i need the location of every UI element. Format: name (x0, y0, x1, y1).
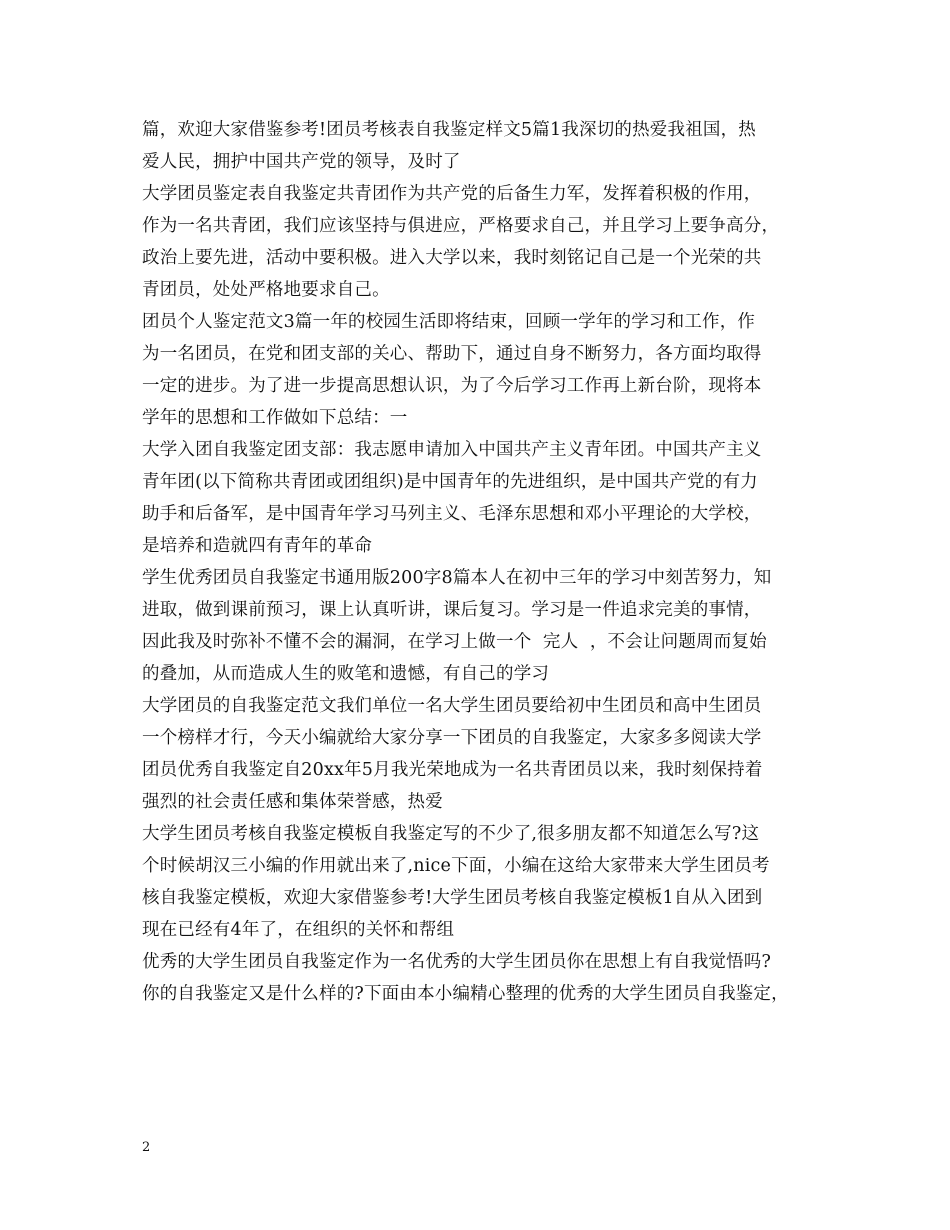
text-line: 政治上要先进，活动中要积极。进入大学以来，我时刻铭记自己是一个光荣的共 (142, 248, 762, 268)
text-line: 的叠加，从而造成人生的败笔和遗憾，有自己的学习 (142, 664, 550, 684)
text-line: 篇，欢迎大家借鉴参考!团员考核表自我鉴定样文5篇1我深切的热爱我祖国，热 (142, 120, 756, 140)
text-line: 大学生团员考核自我鉴定模板自我鉴定写的不少了,很多朋友都不知道怎么写?这 (142, 824, 760, 844)
text-line: 作为一名共青团，我们应该坚持与俱进应，严格要求自己，并且学习上要争高分， (142, 216, 780, 236)
text-line: 因此我及时弥补不懂不会的漏洞，在学习上做一个 完人 ，不会让问题周而复始 (142, 632, 767, 652)
text-line: 一定的进步。为了进一步提高思想认识，为了今后学习工作再上新台阶，现将本 (142, 376, 762, 396)
text-line: 青年团(以下简称共青团或团组织)是中国青年的先进组织，是中国共产党的有力 (142, 472, 758, 492)
text-line: 进取，做到课前预习，课上认真听讲，课后复习。学习是一件追求完美的事情， (142, 600, 762, 620)
body-text (142, 114, 814, 1010)
text-line: 青团员，处处严格地要求自己。 (142, 280, 390, 300)
text-line: 大学团员鉴定表自我鉴定共青团作为共产党的后备生力军，发挥着积极的作用， (142, 184, 762, 204)
page-number: 2 (142, 1140, 151, 1155)
text-line: 助手和后备军，是中国青年学习马列主义、毛泽东思想和邓小平理论的大学校， (142, 504, 762, 524)
text-line: 是培养和造就四有青年的革命 (142, 536, 373, 556)
text-line: 团员优秀自我鉴定自20xx年5月我光荣地成为一名共青团员以来，我时刻保持着 (142, 760, 763, 780)
text-line: 为一名团员，在党和团支部的关心、帮助下，通过自身不断努力，各方面均取得 (142, 344, 762, 364)
text-line: 强烈的社会责任感和集体荣誉感，热爱 (142, 792, 443, 812)
text-line: 学生优秀团员自我鉴定书通用版200字8篇本人在初中三年的学习中刻苦努力，知 (142, 568, 772, 588)
text-line: 优秀的大学生团员自我鉴定作为一名优秀的大学生团员你在思想上有自我觉悟吗? (142, 952, 772, 972)
text-line: 大学入团自我鉴定团支部：我志愿申请加入中国共产主义青年团。中国共产主义 (142, 440, 762, 460)
text-line: 一个榜样才行，今天小编就给大家分享一下团员的自我鉴定，大家多多阅读大学 (142, 728, 762, 748)
text-line: 个时候胡汉三小编的作用就出来了,nice下面，小编在这给大家带来大学生团员考 (142, 856, 770, 876)
text-line: 你的自我鉴定又是什么样的?下面由本小编精心整理的优秀的大学生团员自我鉴定， (142, 984, 789, 1004)
text-line: 现在已经有4年了，在组织的关怀和帮组 (142, 920, 455, 940)
text-line: 爱人民，拥护中国共产党的领导，及时了 (142, 152, 461, 172)
text-line: 大学团员的自我鉴定范文我们单位一名大学生团员要给初中生团员和高中生团员 (142, 696, 762, 716)
text-line: 学年的思想和工作做如下总结：一 (142, 408, 408, 428)
text-line: 核自我鉴定模板，欢迎大家借鉴参考!大学生团员考核自我鉴定模板1自从入团到 (142, 888, 763, 908)
text-line: 团员个人鉴定范文3篇一年的校园生活即将结束，回顾一学年的学习和工作，作 (142, 312, 756, 332)
